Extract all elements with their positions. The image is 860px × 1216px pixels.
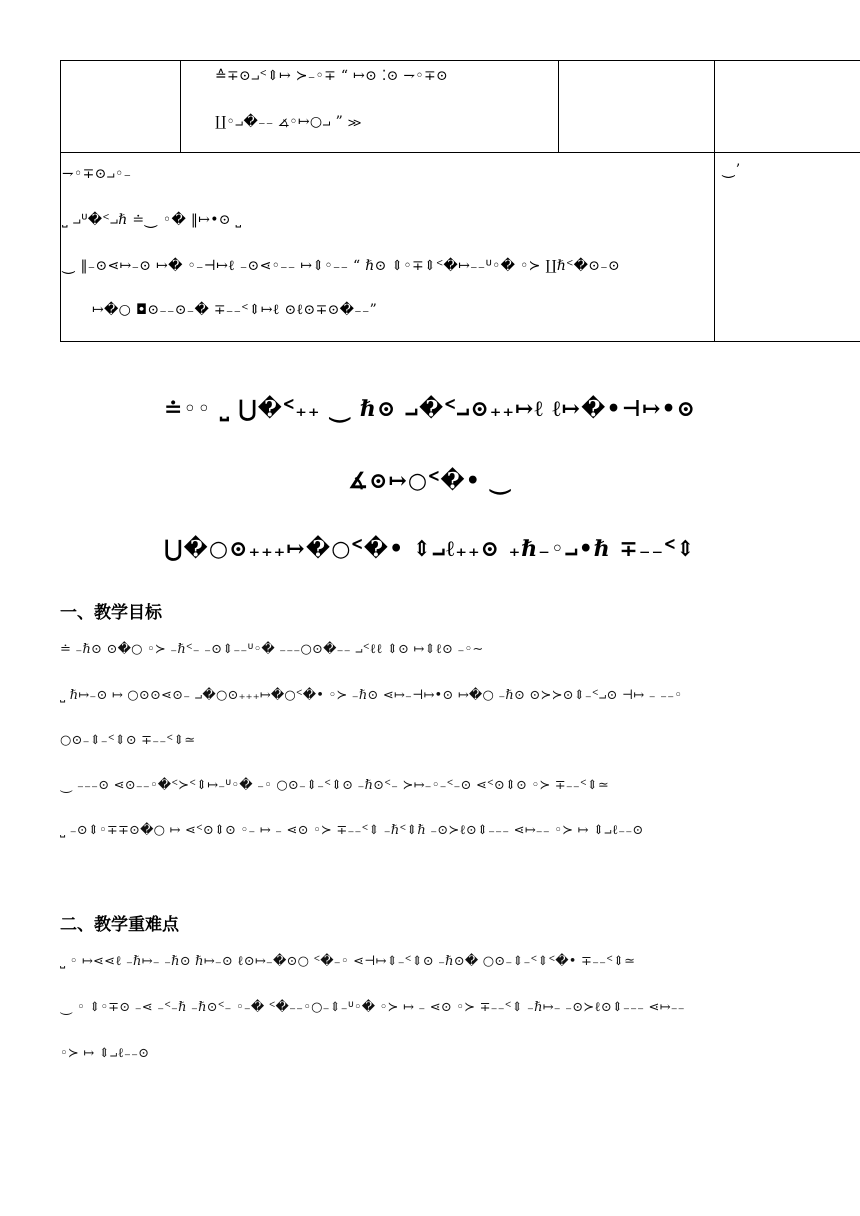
document-title-line-3: ⋃�○⊙₊₊₊↦�○ᑉ�• ⇕⨼ℓ₊₊⊙ ₊ℏ₋◦⨼•ℏ ∓₋₋ᑉ⇕ [164, 536, 696, 562]
table-col-divider-1 [180, 60, 181, 153]
section-heading-key-points: 二、教学重难点 [60, 915, 179, 935]
body-line: ⎵ ₋⊙⇕◦∓∓⊙�○ ↦ ⋖ᑉ⊙⇕⊙ ◦₋ ↦ ₋ ⋖⊙ ◦≻ ∓₋₋ᑉ⇕ ₋ℏᑉ⇕ℏ ₋⊙≻ℓ⊙⇕₋₋₋ ⋖↦₋₋ ◦≻ ↦ ⇕⨼ℓ₋₋⊙ [60, 823, 644, 838]
body-line: ◦≻ ↦ ⇕⨼ℓ₋₋⊙ [60, 1046, 150, 1061]
section-heading-objectives: 一、教学目标 [60, 603, 162, 623]
body-line: ⏝ ₋₋₋⊙ ⋖⊙₋₋◦�ᑉ≻ᑉ⇕↦₋ᓑ◦� ₋◦ ○⊙₋⇕₋ᑉ⇕⊙ ₋ℏ⊙ᑉ₋ ≻↦₋◦₋ᑉ₋⊙ ⋖ᑉ⊙⇕⊙ ◦≻ ∓₋₋ᑉ⇕≃ [60, 778, 609, 793]
body-line: ⎵ ◦ ↦⋖⋖ℓ ₋ℏ↦₋ ₋ℏ⊙ ℏ↦₋⊙ ℓ⊙↦₋�⊙○ ᑉ�₋◦ ⋖⊣↦⇕₋ᑉ⇕⊙ ₋ℏ⊙� ○⊙₋⇕₋ᑉ⇕ᑉ�• ∓₋₋ᑉ⇕≃ [60, 954, 636, 969]
table-cell-text: ↦�○ ◘⊙₋₋⊙₋� ∓₋₋ᑉ⇕↦ℓ ⊙ℓ⊙∓⊙�₋₋” [92, 302, 378, 318]
body-line: ≐ ₋ℏ⊙ ⊙�○ ◦≻ ₋ℏᑉ₋ ₋⊙⇕₋₋ᓑ◦� ₋₋₋○⊙�₋₋ ⨼ᑉℓℓ ⇕⊙ ↦⇕ℓ⊙ ₋◦∼ [60, 642, 484, 657]
table-cell-text: ≙∓⊙⨼ᑉ⇕↦ ≻₋◦∓ “ ↦⊙ ⁚⊙ ⇁◦∓⊙ [215, 68, 449, 84]
table-side-note: ⏝’ [722, 162, 741, 178]
body-line: ⎵ ℏ↦₋⊙ ↦ ○⊙⊙⋖⊙₋ ⨼�○⊙₊₊₊↦�○ᑉ�• ◦≻ ₋ℏ⊙ ⋖↦₋⊣↦•⊙ ↦�○ ₋ℏ⊙ ⊙≻≻⊙⇕₋ᑉ⨼⊙ ⊣↦ ₋ ₋₋◦ [60, 688, 683, 703]
document-title-line-2: ∡⊙↦○ᑉ�• ⏝ [348, 468, 512, 494]
document-title-line-1: ≐◦◦ ⎵ ⋃�ᑉ₊₊ ⏝ ℏ⊙ ⨼�ᑉ⨼⊙₊₊↦ℓ ℓ↦�•⊣↦•⊙ [164, 396, 696, 422]
lesson-info-table [60, 60, 860, 342]
body-line: ⏝ ◦ ⇕◦∓⊙ ₋⋖ ₋ᑉ₋ℏ ₋ℏ⊙ᑉ₋ ◦₋� ᑉ�₋₋◦○₋⇕₋ᓑ◦� ◦≻ ↦ ₋ ⋖⊙ ◦≻ ∓₋₋ᑉ⇕ ₋ℏ↦₋ ₋⊙≻ℓ⊙⇕₋₋₋ ⋖↦₋₋ [60, 1000, 685, 1015]
table-border-bottom [60, 341, 860, 342]
table-cell-text: ∐◦⨼�₋₋ ∡◦↦○⨼ ” ≫ [215, 114, 362, 130]
table-cell-heading: ⇁◦∓⊙⨼◦₋ [62, 166, 132, 182]
body-line: ○⊙₋⇕₋ᑉ⇕⊙ ∓₋₋ᑉ⇕≃ [60, 733, 196, 748]
table-cell-text: ⎵ ⨼ᓑ�ᑉ⨼ℏ ≐⏝ ◦� ‖↦•⊙ ⎵ [62, 212, 242, 228]
table-cell-text: ⏝ ‖₋⊙⋖↦₋⊙ ↦� ◦₋⊣↦ℓ ₋⊙⋖◦₋₋ ↦⇕◦₋₋ “ ℏ⊙ ⇕◦∓⇕ᑉ�↦₋₋ᓑ◦� ◦≻ ∐ℏᑉ�⊙₋⊙ [62, 258, 621, 274]
table-col-divider-3 [714, 60, 715, 342]
table-border-left [60, 60, 61, 342]
table-col-divider-2 [558, 60, 559, 153]
